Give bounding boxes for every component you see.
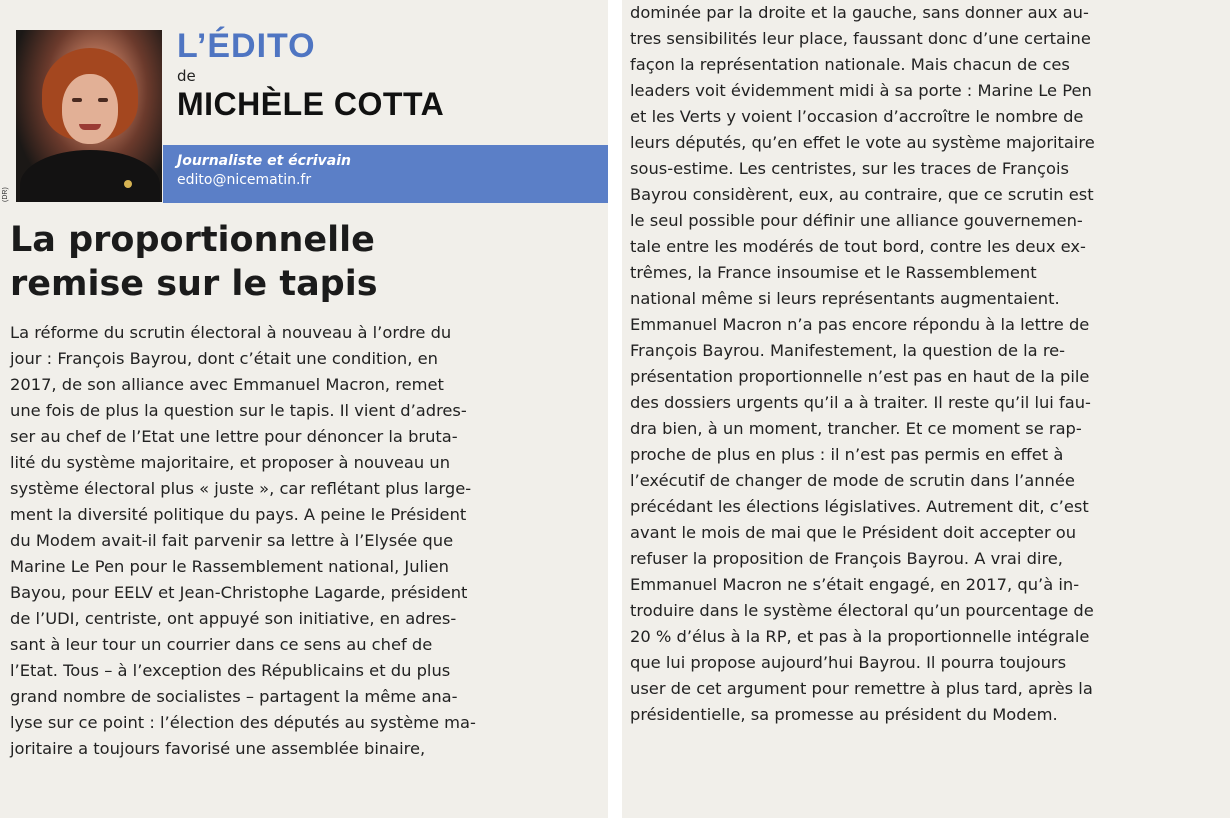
- text-line: proche de plus en plus : il n’est pas permis en effet à: [630, 445, 1064, 464]
- text-line: avant le mois de mai que le Président doit accepter ou: [630, 523, 1077, 542]
- author-photo: [16, 30, 162, 202]
- text-line: le seul possible pour définir une alliance gouvernemen-: [630, 211, 1083, 230]
- headline: [10, 218, 600, 306]
- author-name: MICHÈLE COTTA: [177, 86, 445, 122]
- text-line: Emmanuel Macron n’a pas encore répondu à la lettre de: [630, 315, 1090, 334]
- text-line: présidentielle, sa promesse au président du Modem.: [630, 705, 1058, 724]
- text-line: ser au chef de l’Etat une lettre pour dénoncer la bruta-: [10, 427, 458, 446]
- text-line: La réforme du scrutin électoral à nouveau à l’ordre du: [10, 323, 452, 342]
- photo-credit: (DR): [2, 187, 9, 202]
- text-line: sous-estime. Les centristes, sur les traces de François: [630, 159, 1069, 178]
- text-line: de l’UDI, centriste, ont appuyé son initiative, en adres-: [10, 609, 457, 628]
- text-line: 2017, de son alliance avec Emmanuel Macron, remet: [10, 375, 444, 394]
- text-line: leurs députés, qu’en effet le vote au système majoritaire: [630, 133, 1095, 152]
- byline-de: de: [177, 67, 196, 85]
- text-line: tres sensibilités leur place, faussant donc d’une certaine: [630, 29, 1091, 48]
- text-line: dominée par la droite et la gauche, sans donner aux au-: [630, 3, 1089, 22]
- text-line: l’Etat. Tous – à l’exception des Républicains et du plus: [10, 661, 451, 680]
- text-line: refuser la proposition de François Bayrou. A vrai dire,: [630, 549, 1063, 568]
- headline-line: La proportionnelle: [10, 220, 375, 260]
- text-line: national même si leurs représentants augmentaient.: [630, 289, 1060, 308]
- text-line: lyse sur ce point : l’élection des députés au système ma-: [10, 713, 476, 732]
- text-line: ment la diversité politique du pays. A peine le Président: [10, 505, 467, 524]
- text-line: des dossiers urgents qu’il a à traiter. Il reste qu’il lui fau-: [630, 393, 1091, 412]
- text-line: user de cet argument pour remettre à plus tard, après la: [630, 679, 1093, 698]
- text-line: 20 % d’élus à la RP, et pas à la proportionnelle intégrale: [630, 627, 1090, 646]
- text-line: grand nombre de socialistes – partagent la même ana-: [10, 687, 458, 706]
- text-line: joritaire a toujours favorisé une assemblée binaire,: [10, 739, 426, 758]
- text-line: sant à leur tour un courrier dans ce sens au chef de: [10, 635, 433, 654]
- text-line: Marine Le Pen pour le Rassemblement national, Julien: [10, 557, 449, 576]
- text-line: François Bayrou. Manifestement, la question de la re-: [630, 341, 1066, 360]
- headline-line: remise sur le tapis: [10, 264, 378, 304]
- article-body-left: [10, 320, 602, 762]
- text-line: lité du système majoritaire, et proposer à nouveau un: [10, 453, 451, 472]
- text-line: façon la représentation nationale. Mais chacun de ces: [630, 55, 1070, 74]
- text-line: et les Verts y voient l’occasion d’accroître le nombre de: [630, 107, 1084, 126]
- text-line: une fois de plus la question sur le tapis. Il vient d’adres-: [10, 401, 467, 420]
- text-line: trêmes, la France insoumise et le Rassemblement: [630, 263, 1037, 282]
- text-line: troduire dans le système électoral qu’un pourcentage de: [630, 601, 1094, 620]
- right-column: [622, 0, 1230, 818]
- article-body-right: [630, 0, 1228, 728]
- text-line: tale entre les modérés de tout bord, contre les deux ex-: [630, 237, 1086, 256]
- text-line: leaders voit évidemment midi à sa porte : Marine Le Pen: [630, 81, 1092, 100]
- author-role: Journaliste et écrivain: [177, 153, 352, 169]
- text-line: Bayou, pour EELV et Jean-Christophe Lagarde, président: [10, 583, 468, 602]
- text-line: du Modem avait-il fait parvenir sa lettre à l’Elysée que: [10, 531, 454, 550]
- text-line: l’exécutif de changer de mode de scrutin dans l’année: [630, 471, 1075, 490]
- text-line: jour : François Bayrou, dont c’était une condition, en: [10, 349, 438, 368]
- text-line: que lui propose aujourd’hui Bayrou. Il pourra toujours: [630, 653, 1067, 672]
- text-line: système électoral plus « juste », car reflétant plus large-: [10, 479, 472, 498]
- section-label: L’ÉDITO: [177, 27, 316, 65]
- text-line: précédant les élections législatives. Autrement dit, c’est: [630, 497, 1089, 516]
- text-line: Bayrou considèrent, eux, au contraire, que ce scrutin est: [630, 185, 1094, 204]
- text-line: présentation proportionnelle n’est pas en haut de la pile: [630, 367, 1090, 386]
- text-line: dra bien, à un moment, trancher. Et ce moment se rap-: [630, 419, 1082, 438]
- left-column: [0, 0, 608, 818]
- text-line: Emmanuel Macron ne s’était engagé, en 2017, qu’à in-: [630, 575, 1080, 594]
- author-email[interactable]: edito@nicematin.fr: [177, 172, 312, 188]
